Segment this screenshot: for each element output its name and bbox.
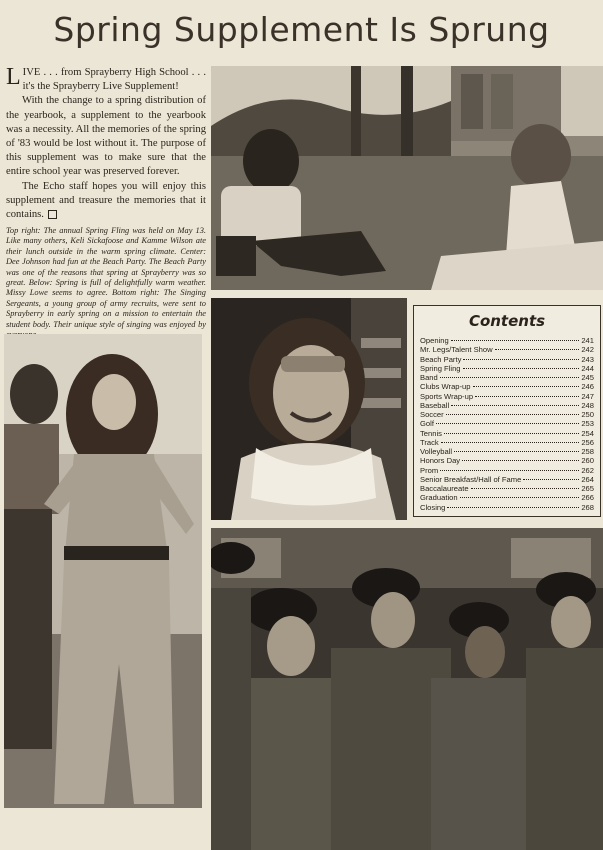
contents-item: [420, 336, 594, 345]
intro-lead-paragraph: [6, 66, 206, 94]
contents-item-label: Prom: [420, 465, 439, 475]
contents-item: [420, 401, 594, 410]
contents-item-leader: [495, 349, 580, 350]
contents-item-label: Mr. Legs/Talent Show: [420, 345, 493, 355]
contents-item-leader: [463, 368, 580, 369]
photo-singing-sergeants-image: [211, 528, 603, 850]
contents-item-label: Senior Breakfast/Hall of Fame: [420, 474, 522, 484]
contents-item-leader: [440, 377, 580, 378]
contents-item: [420, 419, 594, 428]
contents-item-page: 260: [581, 456, 594, 466]
photo-spring-fling-image: [211, 66, 603, 290]
contents-item-page: 242: [581, 345, 594, 355]
contents-item-label: Golf: [420, 419, 434, 429]
intro-paragraph-2: With the change to a spring distribution of the yearbook, a supplement to the yearbook was a necessity. All the memories of the spring of '83 would be lost without it. The purpose of this supplement was to make sure that the entire school year was preserved forever.: [6, 95, 206, 178]
contents-item-page: 256: [581, 437, 594, 447]
intro-text: [6, 66, 206, 222]
contents-item-label: Soccer: [420, 410, 444, 419]
contents-item: [420, 382, 594, 391]
photo-beach-party-image: [211, 298, 407, 520]
contents-item-leader: [440, 470, 579, 471]
contents-item: [420, 429, 594, 438]
contents-item-label: Baccalaureate: [420, 484, 469, 493]
contents-item-leader: [454, 451, 579, 452]
contents-item-leader: [441, 442, 580, 443]
contents-item: [420, 456, 594, 465]
contents-item-label: Clubs Wrap-up: [420, 382, 471, 392]
contents-item-page: 246: [581, 382, 594, 392]
photo-spring-weather: [4, 334, 202, 808]
contents-item-page: 266: [581, 493, 594, 503]
contents-item: [420, 364, 594, 373]
contents-item-page: 241: [581, 336, 594, 345]
contents-item-label: Beach Party: [420, 354, 462, 364]
contents-item-leader: [473, 386, 580, 387]
contents-item-page: 243: [581, 354, 594, 364]
contents-item-label: Sports Wrap-up: [420, 391, 474, 401]
contents-item-page: 264: [581, 474, 594, 484]
photo-caption: Top right: The annual Spring Fling was held on May 13. Like many others, Keli Sickafoose and Kamme Wilson ate their lunch outside in the warm spring climate. Center: Dee Johnson had fun at the Beach Party. The Beach Party was one of the reasons that spring at Sprayberry was so great. Below: Spring is full of delightfully warm weather. Missy Lowe seems to agree. Bottom right: The Singing Sergeants, a young group of army recruits, were sent to Sprayberry in early spring on a mission to entertain the student body. Their unique style of singing was enjoyed by: [6, 226, 206, 329]
intro-paragraph-3: [6, 180, 206, 223]
page-title: Spring Supplement Is Sprung: [53, 10, 550, 49]
photo-beach-party: [211, 298, 407, 520]
contents-list: [414, 336, 600, 512]
photo-spring-fling: [211, 66, 603, 290]
contents-item: [420, 484, 594, 493]
contents-item: [420, 447, 594, 456]
end-mark-icon: [48, 210, 57, 219]
contents-item-label: Band: [420, 373, 438, 382]
contents-item-label: Volleyball: [420, 447, 453, 456]
contents-item-page: 258: [581, 447, 594, 456]
contents-item: [420, 438, 594, 447]
contents-item: [420, 410, 594, 419]
contents-item-leader: [447, 507, 579, 508]
contents-item-page: 250: [581, 410, 594, 419]
contents-item-leader: [446, 414, 580, 415]
contents-box: [413, 305, 601, 517]
contents-item-page: 247: [581, 391, 594, 401]
intro-paragraph-3-text: The Echo staff hopes you will enjoy this supplement and treasure the memories that it contains.: [6, 180, 206, 221]
contents-item-label: Spring Fling: [420, 363, 461, 373]
contents-item-page: 268: [581, 502, 594, 512]
contents-item-page: 245: [581, 373, 594, 382]
contents-item-page: 265: [581, 484, 594, 493]
intro-lead: IVE . . . from Sprayberry High School . . . it's the Sprayberry Live Supplement!: [22, 67, 206, 93]
contents-item-label: Tennis: [420, 428, 442, 438]
contents-item-leader: [451, 340, 580, 341]
contents-item-label: Honors Day: [420, 456, 461, 466]
contents-item: [420, 466, 594, 475]
drop-cap: L: [6, 64, 21, 90]
contents-item-leader: [523, 479, 579, 480]
contents-item-leader: [475, 396, 579, 397]
contents-item: [420, 392, 594, 401]
photo-singing-sergeants: [211, 528, 603, 850]
contents-item-page: 262: [581, 465, 594, 475]
photo-spring-weather-image: [4, 334, 202, 808]
contents-item-leader: [451, 405, 579, 406]
contents-item-leader: [462, 460, 579, 461]
contents-item: [420, 475, 594, 484]
contents-item-page: 248: [581, 400, 594, 410]
contents-item: [420, 373, 594, 382]
contents-item: [420, 503, 594, 512]
contents-item-leader: [460, 497, 580, 498]
contents-item-page: 254: [581, 428, 594, 438]
contents-item-label: Baseball: [420, 400, 450, 410]
contents-item-label: Graduation: [420, 493, 458, 503]
contents-item-leader: [436, 423, 579, 424]
contents-item-leader: [463, 359, 579, 360]
contents-item: [420, 345, 594, 354]
contents-item-page: 253: [581, 419, 594, 429]
contents-item: [420, 355, 594, 364]
contents-item-label: Opening: [420, 336, 449, 345]
contents-item-page: 244: [581, 363, 594, 373]
contents-item-leader: [444, 433, 579, 434]
contents-item-leader: [471, 488, 580, 489]
contents-item: [420, 493, 594, 502]
contents-item-label: Track: [420, 437, 439, 447]
contents-title: Contents: [468, 312, 546, 330]
contents-item-label: Closing: [420, 502, 446, 512]
